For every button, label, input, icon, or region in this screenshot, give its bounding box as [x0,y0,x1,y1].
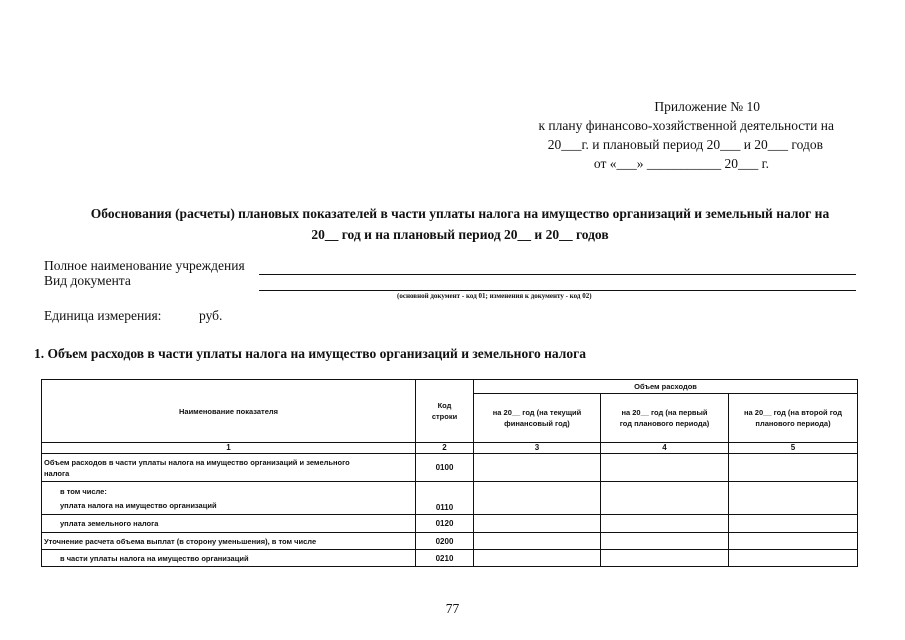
header-expense-volume: Объем расходов [474,380,858,394]
column-number: 4 [601,443,729,454]
value-cell[interactable] [729,515,858,533]
column-number: 2 [416,443,474,454]
row-name: Уточнение расчета объема выплат (в сторону уменьшения), в том числе [42,533,416,550]
page-number: 77 [445,601,460,616]
value-cell[interactable] [601,515,729,533]
value-cell[interactable] [601,550,729,567]
value-cell[interactable] [729,482,858,515]
table-row [42,454,858,482]
row-code: 0120 [416,515,474,533]
row-name-text: уплата налога на имущество организаций [60,500,217,510]
table-row [42,482,858,515]
table-row [42,533,858,550]
row-code: 0210 [416,550,474,567]
header-row-code: Код строки [416,380,474,443]
unit-label: Единица измерения: [44,308,162,323]
row-name: уплата земельного налога [42,515,416,533]
appendix-line-2: к плану финансово-хозяйственной деятельности на [538,118,834,133]
appendix-line-4: от «___» ___________ 20___ г. [593,156,769,171]
document-type-hint: (основной документ - код 01; изменения к документу - код 02) [397,292,592,300]
institution-name-line[interactable] [259,274,856,275]
value-cell[interactable] [729,533,858,550]
section-title: 1. Объем расходов в части уплаты налога на имущество организаций и земельного налога [34,346,586,361]
document-type-label: Вид документа [44,273,131,288]
value-cell[interactable] [601,482,729,515]
expenses-table [41,379,858,567]
document-title-line-2: 20__ год и на плановый период 20__ и 20__ годов [311,227,609,242]
value-cell[interactable] [729,550,858,567]
document-type-line[interactable] [259,290,856,291]
row-code: 0200 [416,533,474,550]
header-indicator-name: Наименование показателя [42,380,416,443]
value-cell[interactable] [474,454,601,482]
value-cell[interactable] [474,533,601,550]
value-cell[interactable] [474,550,601,567]
table-row [42,550,858,567]
value-cell[interactable] [474,482,601,515]
document-title-line-1: Обоснования (расчеты) плановых показателей в части уплаты налога на имущество организаций и земельный налог на [90,206,830,221]
value-cell[interactable] [601,533,729,550]
row-code: 0110 [416,482,474,515]
row-name: в части уплаты налога на имущество организаций [42,550,416,567]
appendix-line-3: 20___г. и плановый период 20___ и 20___ годов [547,137,823,152]
header-first-plan-year: на 20__ год (на первый год планового периода) [601,394,729,443]
row-code: 0100 [416,454,474,482]
institution-name-label: Полное наименование учреждения [44,258,245,273]
header-current-year: на 20__ год (на текущий финансовый год) [474,394,601,443]
appendix-line-1: Приложение № 10 [654,99,760,114]
value-cell[interactable] [601,454,729,482]
row-name [42,482,416,515]
unit-value: руб. [199,308,223,323]
column-number: 3 [474,443,601,454]
table-header-row-1 [42,380,858,394]
table-row [42,515,858,533]
row-name: Объем расходов в части уплаты налога на имущество организаций и земельного налога [42,454,416,482]
value-cell[interactable] [729,454,858,482]
column-number: 5 [729,443,858,454]
document-title [30,203,890,245]
column-number: 1 [42,443,416,454]
column-numbers-row [42,443,858,454]
value-cell[interactable] [474,515,601,533]
header-second-plan-year: на 20__ год (на второй год планового периода) [729,394,858,443]
row-name-prefix: в том числе: [60,486,107,496]
